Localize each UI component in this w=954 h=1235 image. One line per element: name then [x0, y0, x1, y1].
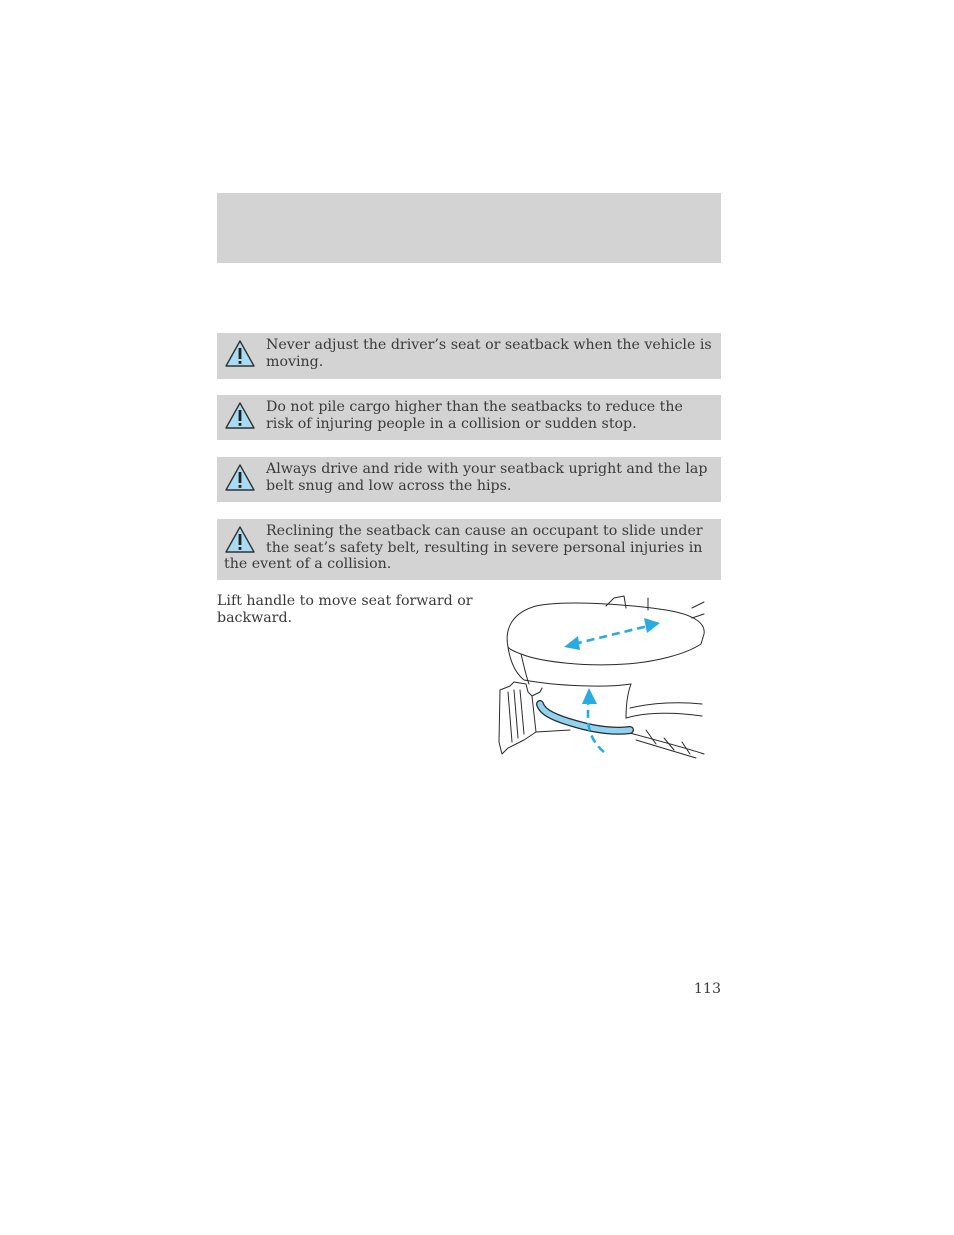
warning-triangle-icon: [224, 463, 256, 493]
page-number: 113: [693, 981, 721, 997]
section-header-band: [217, 193, 721, 263]
warning-box: [217, 457, 721, 502]
seat-adjust-handle-illustration: [496, 592, 708, 762]
warning-text: Reclining the seatback can cause an occupant to slide under the seat’s safety belt, resulting in severe personal injuries in the event of a collision.: [224, 523, 703, 572]
warning-triangle-icon: [224, 339, 256, 369]
warning-text: Never adjust the driver’s seat or seatback when the vehicle is moving.: [266, 337, 712, 370]
instruction-text: Lift handle to move seat forward or backward.: [217, 593, 473, 626]
warning-text: Always drive and ride with your seatback upright and the lap belt snug and low across the hips.: [266, 461, 708, 494]
warning-box: [217, 395, 721, 440]
warning-triangle-icon: [224, 401, 256, 431]
warning-box: [217, 333, 721, 379]
warning-triangle-icon: [224, 525, 256, 555]
warning-text: Do not pile cargo higher than the seatbacks to reduce the risk of injuring people in a collision or sudden stop.: [266, 399, 683, 432]
warning-box: [217, 519, 721, 580]
